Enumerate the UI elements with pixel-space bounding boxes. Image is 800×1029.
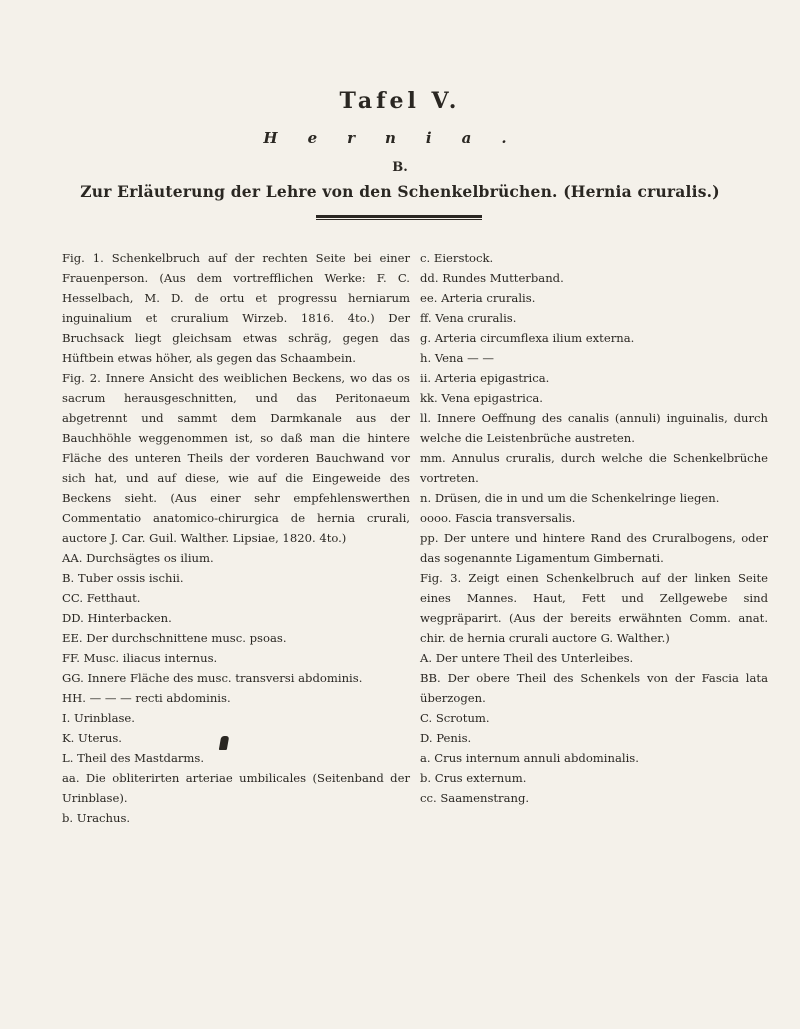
legend-item: FF. Musc. iliacus internus. — [62, 651, 218, 665]
legend-item: c. Eierstock. — [420, 251, 494, 265]
legend-item: mm. Annulus cruralis, durch welche die Schenkelbrüche vortreten. — [420, 451, 768, 485]
paragraph-fig3: Fig. 3. Zeigt einen Schenkelbruch auf der linken Seite eines Mannes. Haut, Fett und Zellgewebe sind wegpräparirt. (Aus der bereits erwähnten Comm. anat. chir. de hernia crurali auctore G. Walther.) — [420, 571, 768, 645]
legend-item: cc. Saamenstrang. — [420, 791, 530, 805]
legend-item: oooo. Fascia transversalis. — [420, 511, 576, 525]
legend-item: aa. Die obliterirten arteriae umbilicales (Seitenband der Urinblase). — [62, 771, 410, 805]
legend-item: ee. Arteria cruralis. — [420, 291, 536, 305]
legend-item: kk. Vena epigastrica. — [420, 391, 543, 405]
section-letter: B. — [392, 160, 408, 175]
legend-item: C. Scrotum. — [420, 711, 490, 725]
legend-item: A. Der untere Theil des Unterleibes. — [420, 651, 634, 665]
section-heading: Zur Erläuterung der Lehre von den Schenkelbrüchen. (Hernia cruralis.) — [80, 182, 720, 201]
paragraph-fig2: Fig. 2. Innere Ansicht des weiblichen Beckens, wo das os sacrum herausgeschnitten, und das Peritonaeum abgetrennt und sammt dem Darmkanale aus der Bauchhöhle weggenommen ist, so daß man die hintere Fläche des unteren Theils der vorderen Bauchwand vor sich hat, und auf diese, wie auf die Eingeweide des Beckens sieht. (Aus einer sehr empfehlenswerthen Commentatio anatomico-chirurgica de hernia crurali, auctore J. Car. Guil. Walther. Lipsiae, 1820. 4to.) — [62, 371, 410, 545]
legend-item: h. Vena — — — [420, 351, 494, 365]
left-column — [62, 248, 410, 828]
legend-item: DD. Hinterbacken. — [62, 611, 172, 625]
legend-item: a. Crus internum annuli abdominalis. — [420, 751, 639, 765]
legend-item: g. Arteria circumflexa ilium externa. — [420, 331, 635, 345]
legend-item: b. Urachus. — [62, 811, 131, 825]
legend-item: pp. Der untere und hintere Rand des Cruralbogens, oder das sogenannte Ligamentum Gimbernati. — [420, 531, 768, 565]
legend-item: EE. Der durchschnittene musc. psoas. — [62, 631, 287, 645]
legend-item: K. Uterus. — [62, 731, 122, 745]
legend-item: ll. Innere Oeffnung des canalis (annuli) inguinalis, durch welche die Leistenbrüche austreten. — [420, 411, 768, 445]
legend-item: D. Penis. — [420, 731, 472, 745]
heading-rule-thick — [316, 215, 482, 218]
legend-item: GG. Innere Fläche des musc. transversi abdominis. — [62, 671, 363, 685]
legend-item: BB. Der obere Theil des Schenkels von der Fascia lata überzogen. — [420, 671, 768, 705]
plate-subject: Hernia. — [263, 129, 537, 147]
legend-item: HH. — — — recti abdominis. — [62, 691, 231, 705]
legend-item: L. Theil des Mastdarms. — [62, 751, 205, 765]
paragraph-fig1: Fig. 1. Schenkelbruch auf der rechten Seite bei einer Frauenperson. (Aus dem vortrefflichen Werke: F. C. Hesselbach, M. D. de ortu et progressu herniarum inguinalium et cruralium Wirzeb. 1816. 4to.) Der Bruchsack liegt gleichsam etwas schräg, gegen das Hüftbein etwas höher, als gegen das Schaambein. — [62, 251, 410, 365]
legend-item: B. Tuber ossis ischii. — [62, 571, 184, 585]
plate-title: Tafel V. — [339, 88, 461, 114]
legend-item: dd. Rundes Mutterband. — [420, 271, 564, 285]
right-column — [420, 248, 768, 808]
legend-item: CC. Fetthaut. — [62, 591, 141, 605]
legend-item: ii. Arteria epigastrica. — [420, 371, 550, 385]
legend-item: ff. Vena cruralis. — [420, 311, 517, 325]
legend-item: b. Crus externum. — [420, 771, 527, 785]
legend-item: n. Drüsen, die in und um die Schenkelringe liegen. — [420, 491, 720, 505]
legend-item: I. Urinblase. — [62, 711, 135, 725]
heading-rule-thin — [316, 219, 482, 220]
legend-item: AA. Durchsägtes os ilium. — [62, 551, 214, 565]
